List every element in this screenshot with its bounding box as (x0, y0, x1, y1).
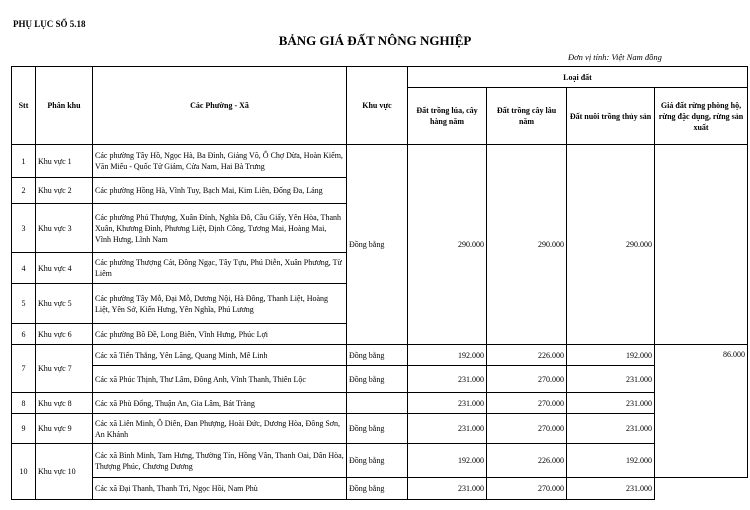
rice-price-cell: 231.000 (408, 393, 487, 414)
header-rice: Đất trồng lúa, cây hàng năm (408, 88, 487, 145)
perennial-price-cell: 290.000 (487, 145, 567, 345)
area-cell (347, 393, 408, 414)
area-cell: Đồng bằng (347, 345, 408, 366)
zone-cell: Khu vực 9 (36, 414, 93, 444)
zone-cell: Khu vực 2 (36, 178, 93, 204)
wards-cell: Các xã Đại Thanh, Thanh Trì, Ngọc Hồi, Nam Phù (93, 478, 347, 500)
perennial-price-cell: 270.000 (487, 366, 567, 393)
table-row (12, 366, 748, 393)
aquaculture-price-cell: 231.000 (567, 393, 655, 414)
aquaculture-price-cell: 192.000 (567, 345, 655, 366)
table-row (12, 345, 748, 366)
rice-price-cell: 290.000 (408, 145, 487, 345)
perennial-price-cell: 226.000 (487, 444, 567, 478)
perennial-price-cell: 270.000 (487, 478, 567, 500)
wards-cell: Các xã Phúc Thịnh, Thư Lâm, Đông Anh, Vĩnh Thanh, Thiên Lộc (93, 366, 347, 393)
rice-price-cell: 231.000 (408, 366, 487, 393)
aquaculture-price-cell: 231.000 (567, 366, 655, 393)
wards-cell: Các phường Tây Mỗ, Đại Mỗ, Dương Nội, Hà Đông, Thanh Liệt, Hoàng Liệt, Yên Sở, Kiến Hưng, Yên Nghĩa, Phú Lương (93, 284, 347, 324)
rice-price-cell: 231.000 (408, 478, 487, 500)
zone-cell: Khu vực 1 (36, 145, 93, 178)
zone-cell: Khu vực 7 (36, 345, 93, 393)
perennial-price-cell: 270.000 (487, 393, 567, 414)
header-land-type: Loại đất (408, 67, 748, 88)
table-row (12, 444, 748, 478)
zone-cell: Khu vực 4 (36, 253, 93, 284)
stt-cell: 5 (12, 284, 36, 324)
perennial-price-cell: 270.000 (487, 414, 567, 444)
header-zone: Phân khu (36, 67, 93, 145)
zone-cell: Khu vực 3 (36, 204, 93, 253)
area-cell: Đồng bằng (347, 366, 408, 393)
rice-price-cell: 192.000 (408, 345, 487, 366)
stt-cell: 1 (12, 145, 36, 178)
header-aquaculture: Đất nuôi trồng thủy sản (567, 88, 655, 145)
page-title: BẢNG GIÁ ĐẤT NÔNG NGHIỆP (278, 33, 472, 48)
header-perennial: Đất trồng cây lâu năm (487, 88, 567, 145)
land-price-table (11, 66, 748, 500)
area-cell: Đồng bằng (347, 444, 408, 478)
forest-price-cell: 86.000 (655, 345, 748, 478)
area-cell: Đồng bằng (347, 145, 408, 345)
currency-unit: Đơn vị tính: Việt Nam đồng (568, 52, 662, 62)
aquaculture-price-cell: 290.000 (567, 145, 655, 345)
zone-cell: Khu vực 5 (36, 284, 93, 324)
stt-cell: 8 (12, 393, 36, 414)
table-row (12, 414, 748, 444)
table-row (12, 393, 748, 414)
stt-cell: 10 (12, 444, 36, 500)
aquaculture-price-cell: 192.000 (567, 444, 655, 478)
header-area: Khu vực (347, 67, 408, 145)
forest-price-cell (655, 145, 748, 345)
rice-price-cell: 192.000 (408, 444, 487, 478)
zone-cell: Khu vực 10 (36, 444, 93, 500)
table-row (12, 145, 748, 178)
stt-cell: 2 (12, 178, 36, 204)
wards-cell: Các xã Phù Đổng, Thuận An, Gia Lâm, Bát Tràng (93, 393, 347, 414)
stt-cell: 7 (12, 345, 36, 393)
area-cell: Đồng bằng (347, 478, 408, 500)
stt-cell: 4 (12, 253, 36, 284)
wards-cell: Các xã Tiến Thắng, Yên Lãng, Quang Minh, Mê Linh (93, 345, 347, 366)
appendix-number: PHỤ LỤC SỐ 5.18 (13, 19, 86, 29)
header-stt: Stt (12, 67, 36, 145)
wards-cell: Các phường Thượng Cát, Đông Ngạc, Tây Tựu, Phú Diễn, Xuân Phương, Từ Liêm (93, 253, 347, 284)
header-forest: Giá đất rừng phòng hộ, rừng đặc dụng, rừng sản xuất (655, 88, 748, 145)
area-cell: Đồng bằng (347, 414, 408, 444)
zone-cell: Khu vực 8 (36, 393, 93, 414)
wards-cell: Các phường Hồng Hà, Vĩnh Tuy, Bạch Mai, Kim Liên, Đống Đa, Láng (93, 178, 347, 204)
aquaculture-price-cell: 231.000 (567, 478, 655, 500)
stt-cell: 6 (12, 324, 36, 345)
wards-cell: Các phường Tây Hồ, Ngọc Hà, Ba Đình, Giảng Võ, Ô Chợ Dừa, Hoàn Kiếm, Văn Miếu - Quốc Tử Giám, Cửa Nam, Hai Bà Trưng (93, 145, 347, 178)
wards-cell: Các xã Bình Minh, Tam Hưng, Thường Tín, Hồng Vân, Thanh Oai, Dân Hòa, Thượng Phúc, Chương Dương (93, 444, 347, 478)
stt-cell: 3 (12, 204, 36, 253)
header-wards: Các Phường - Xã (93, 67, 347, 145)
wards-cell: Các xã Liên Minh, Ô Diên, Đan Phượng, Hoài Đức, Dương Hòa, Đông Sơn, An Khánh (93, 414, 347, 444)
zone-cell: Khu vực 6 (36, 324, 93, 345)
perennial-price-cell: 226.000 (487, 345, 567, 366)
wards-cell: Các phường Phú Thượng, Xuân Đỉnh, Nghĩa Đô, Cầu Giấy, Yên Hòa, Thanh Xuân, Khương Đình, Phương Liệt, Định Công, Tương Mai, Hoàng Mai, Vĩnh Hưng, Lĩnh Nam (93, 204, 347, 253)
aquaculture-price-cell: 231.000 (567, 414, 655, 444)
stt-cell: 9 (12, 414, 36, 444)
wards-cell: Các phường Bồ Đề, Long Biên, Vĩnh Hưng, Phúc Lợi (93, 324, 347, 345)
rice-price-cell: 231.000 (408, 414, 487, 444)
table-row (12, 478, 748, 500)
